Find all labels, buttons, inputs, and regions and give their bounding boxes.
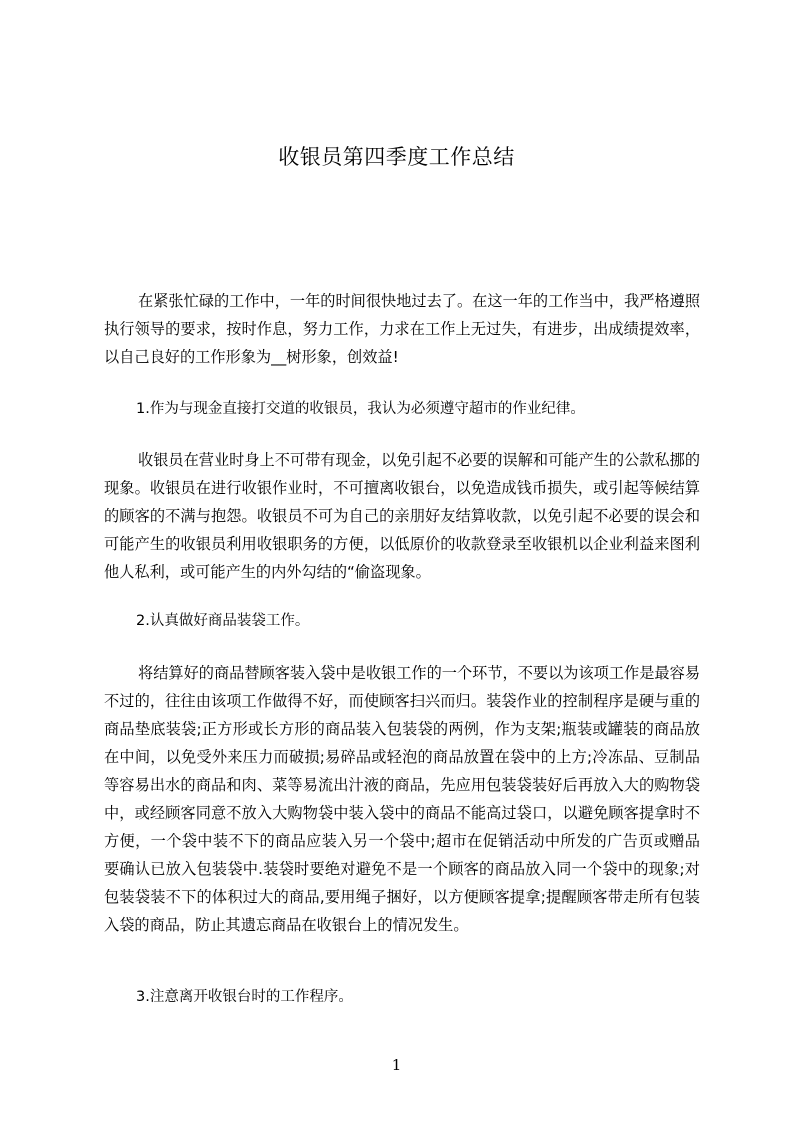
section-1-heading: 1.作为与现金直接打交道的收银员，我认为必须遵守超市的作业纪律。 <box>136 401 585 417</box>
section-2-paragraph: 将结算好的商品替顾客装入袋中是收银工作的一个环节，不要以为该项工作是最容易不过的，往往由该项工作做得不好，而使顾客扫兴而归。装袋作业的控制程序是硬与重的商品垫底装袋;正方形或长方形的商品装入包装袋的两例，作为支架;瓶装或罐装的商品放在中间，以免受外来压力而破损;易碎品或轻泡的商品放置在袋中的上方;冷冻品、豆制品等容易出水的商品和肉、菜等易流出汁液的商品，先应用包装袋装好后再放入大的购物袋中，或经顾客同意不放入大购物袋中装入袋中的商品不能高过袋口，以避免顾客提拿时不方便，一个袋中装不下的商品应装入另一个袋中;超市在促销活动中所发的广告页或赠品要确认已放入包装袋中.装袋时要绝对避免不是一个顾客的商品放入同一个袋中的现象;对包装袋装不下的体积过大的商品,要用绳子捆好，以方便顾客提拿;提醒顾客带走所有包装入袋的商品，防止其遗忘商品在收银台上的情况发生。 <box>104 664 700 934</box>
document-title: 收银员第四季度工作总结 <box>278 145 515 169</box>
section-2-heading: 2.认真做好商品装袋工作。 <box>136 613 310 629</box>
page-number: 1 <box>391 1056 402 1074</box>
section-1-paragraph: 收银员在营业时身上不可带有现金，以免引起不必要的误解和可能产生的公款私挪的现象。收银员在进行收银作业时，不可擅离收银台，以免造成钱币损失，或引起等候结算的顾客的不满与抱怨。收银员不可为自己的亲朋好友结算收款，以免引起不必要的误会和可能产生的收银员利用收银职务的方便，以低原价的收款登录至收银机以企业利益来图利他人私利，或可能产生的内外勾结的“偷盗现象。 <box>104 451 700 581</box>
section-3-heading: 3.注意离开收银台时的工作程序。 <box>136 989 353 1005</box>
intro-paragraph: 在紧张忙碌的工作中，一年的时间很快地过去了。在这一年的工作当中，我严格遵照执行领导的要求，按时作息，努力工作，力求在工作上无过失，有进步，出成绩提效率，以自己良好的工作形象为__树形象，创效益! <box>104 292 700 366</box>
